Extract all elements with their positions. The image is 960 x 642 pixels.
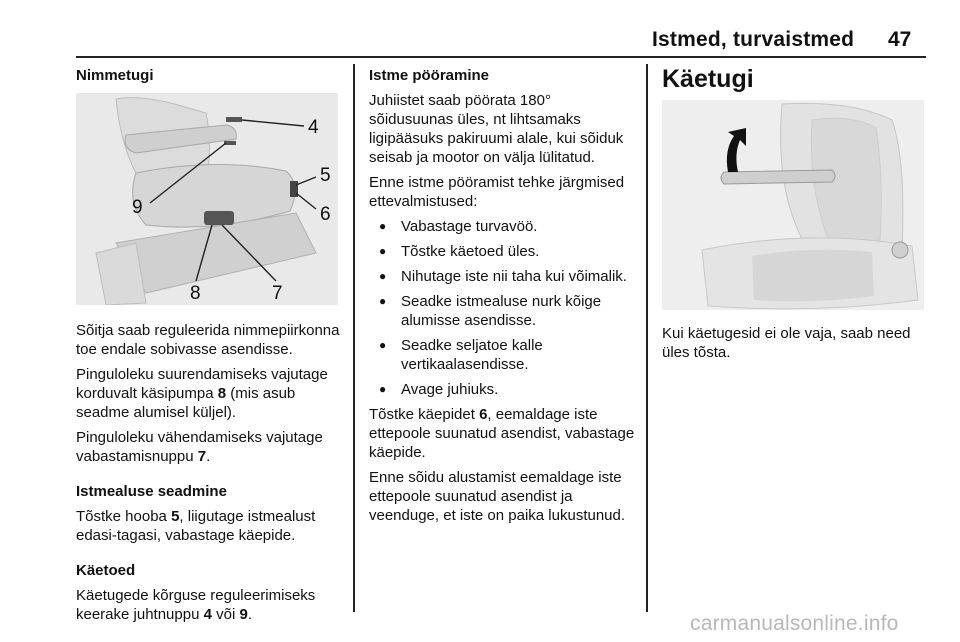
column-2	[369, 66, 637, 531]
callout-5: 5	[320, 165, 331, 186]
lumbar-support-illustration	[76, 93, 338, 305]
swivel-before-driving: Enne sõidu alustamist eemaldage iste ettepoole suunatud asendist ja veenduge, et iste on paika lukustunud.	[369, 469, 626, 524]
section-title-lumbar: Nimmetugi	[76, 67, 154, 84]
column-divider-2	[646, 64, 648, 612]
section-title-armrest: Käetugi	[662, 65, 754, 93]
swivel-lever: Tõstke käepidet 6, eemaldage iste ettepoole suunatud asendist, vabastage käepide.	[369, 406, 635, 461]
callout-4: 4	[308, 117, 319, 138]
header-rule	[76, 56, 926, 58]
list-item: ● Vabastage turvavöö.	[369, 217, 637, 236]
lumbar-decrease: Pinguloleku vähendamiseks vajutage vabastamisnuppu 7.	[76, 429, 323, 465]
cushion-text: Tõstke hooba 5, liigutage istmealust edasi-tagasi, vabastage käepide.	[76, 508, 316, 544]
seat-side-drawing	[76, 93, 338, 305]
callout-9: 9	[132, 197, 143, 218]
armrests-text: Käetugede kõrguse reguleerimiseks keerake juhtnuppu 4 või 9.	[76, 587, 316, 623]
column-1	[76, 66, 344, 630]
list-item: ● Seadke istmealuse nurk kõige alumisse asendisse.	[369, 292, 637, 330]
column-3	[662, 64, 930, 368]
armrest-text: Kui käetugesid ei ole vaja, saab need üles tõsta.	[662, 325, 911, 361]
callout-6: 6	[320, 204, 331, 225]
callout-8: 8	[190, 283, 201, 304]
swivel-steps	[369, 217, 637, 399]
watermark: carmanualsonline.info	[690, 612, 899, 635]
column-divider-1	[353, 64, 355, 612]
swivel-prep: Enne istme pööramist tehke järgmised ettevalmistused:	[369, 174, 625, 210]
callout-7: 7	[272, 283, 283, 304]
section-title-swivel: Istme pööramine	[369, 67, 490, 84]
list-item: ● Nihutage iste nii taha kui võimalik.	[369, 267, 637, 286]
section-title-armrests: Käetoed	[76, 562, 136, 579]
list-item: ● Tõstke käetoed üles.	[369, 242, 637, 261]
lumbar-intro: Sõitja saab reguleerida nimmepiirkonna toe endale sobivasse asendisse.	[76, 322, 340, 358]
lumbar-increase: Pinguloleku suurendamiseks vajutage korduvalt käsipumpa 8 (mis asub seadme alumisel küljel).	[76, 366, 328, 421]
swivel-intro: Juhiistet saab pöörata 180° sõidusuunas üles, nt lihtsamaks ligipääsuks pakiruumi alale, kui sõiduk seisab ja mootor on välja lülitatud.	[369, 92, 624, 166]
armrest-illustration	[662, 100, 924, 310]
section-title-cushion: Istmealuse seadmine	[76, 483, 227, 500]
page-number: 47	[888, 28, 912, 51]
running-header-title: Istmed, turvaistmed	[652, 28, 855, 51]
armrest-drawing	[662, 100, 924, 310]
list-item: ● Avage juhiuks.	[369, 380, 637, 399]
list-item: ● Seadke seljatoe kalle vertikaalasendisse.	[369, 336, 637, 374]
